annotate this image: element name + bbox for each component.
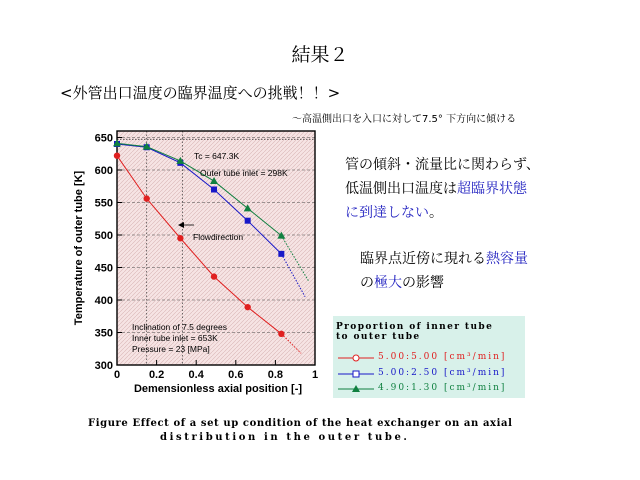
finding-line-2-emphasis: 超臨界状態 [457, 181, 527, 197]
x-tick-label: 1 [311, 369, 319, 381]
legend-title-line-2: to outer tube [336, 332, 421, 342]
data-point [177, 235, 183, 241]
x-tick-label: 0 [113, 369, 121, 381]
finding-line-3: 。 [429, 205, 443, 221]
legend-swatch [336, 352, 376, 366]
x-tick-label: 0.4 [188, 369, 204, 381]
reason-line-2-tail: の影響 [402, 275, 444, 291]
reason-line-1-emphasis: 熱容量 [486, 251, 528, 267]
legend-swatch-marker [353, 355, 359, 361]
data-point [245, 218, 251, 224]
legend-title-line-1: Proportion of inner tube [336, 322, 494, 332]
data-point [144, 195, 150, 201]
y-tick-label: 650 [94, 132, 113, 145]
condition-pressure: Pressure = 23 [MPa] [132, 344, 210, 354]
outer-inlet-label: Outer tube inlet = 298K [200, 168, 288, 178]
x-tick-label: 0.2 [148, 369, 165, 381]
y-tick-label: 400 [94, 295, 113, 307]
caption-line-2: distribution in the outer tube. [160, 432, 410, 443]
data-point [114, 153, 120, 159]
slide-subtitle: <外管出口温度の臨界温度への挑戦！！> [60, 84, 341, 102]
condition-inclination: Inclination of 7.5 degrees [132, 322, 227, 332]
y-tick-label: 300 [94, 360, 113, 372]
reason-line-1: 臨界点近傍に現れる [360, 251, 486, 267]
flow-direction-label: Flowdirection [193, 232, 244, 242]
x-tick-label: 0.6 [228, 369, 244, 381]
reason-line-2-emphasis: 極大 [374, 275, 402, 291]
caption-line-1: Figure Effect of a set up condition of the heat exchanger on an axial [88, 418, 513, 429]
y-axis-label: Temperature of outer tube [K] [73, 170, 85, 326]
finding-line-1: 管の傾斜・流量比に関わらず、 [345, 157, 540, 173]
data-point [278, 251, 284, 257]
figure-caption [88, 417, 568, 445]
legend-swatch-marker [353, 371, 359, 377]
reason-line-2: の [360, 275, 374, 291]
data-point [244, 304, 250, 310]
legend-label: 5.00:2.50 [cm³/min] [378, 368, 507, 378]
legend-swatch [336, 368, 376, 382]
legend-item [336, 383, 522, 397]
y-tick-label: 450 [94, 262, 113, 275]
reason-text [360, 247, 528, 295]
legend-swatch [336, 383, 376, 397]
finding-line-3-emphasis: に到達しない [345, 205, 429, 221]
x-axis-label: Demensionless axial position [-] [133, 383, 303, 395]
y-tick-label: 500 [94, 230, 113, 242]
y-tick-label: 600 [94, 165, 113, 177]
x-tick-label: 0.8 [267, 369, 284, 381]
condition-inner-inlet: Inner tube inlet = 653K [132, 333, 218, 343]
legend-label: 5.00:5.00 [cm³/min] [378, 352, 507, 362]
legend-item [336, 352, 522, 366]
slide-title: 結果２ [291, 44, 349, 66]
inclination-note: 〜高温側出口を入口に対して7.5° 下方向に傾ける [292, 114, 517, 125]
y-tick-label: 550 [94, 197, 113, 210]
finding-line-2: 低温側出口温度は [345, 181, 457, 197]
legend-label: 4.90:1.30 [cm³/min] [378, 383, 507, 393]
data-point [278, 331, 284, 337]
legend-title [336, 322, 493, 342]
data-point [211, 187, 217, 193]
legend-item [336, 368, 522, 382]
y-tick-label: 350 [94, 327, 113, 340]
finding-text [345, 153, 540, 225]
critical-temperature-label: Tc = 647.3K [194, 151, 240, 161]
data-point [211, 273, 217, 279]
